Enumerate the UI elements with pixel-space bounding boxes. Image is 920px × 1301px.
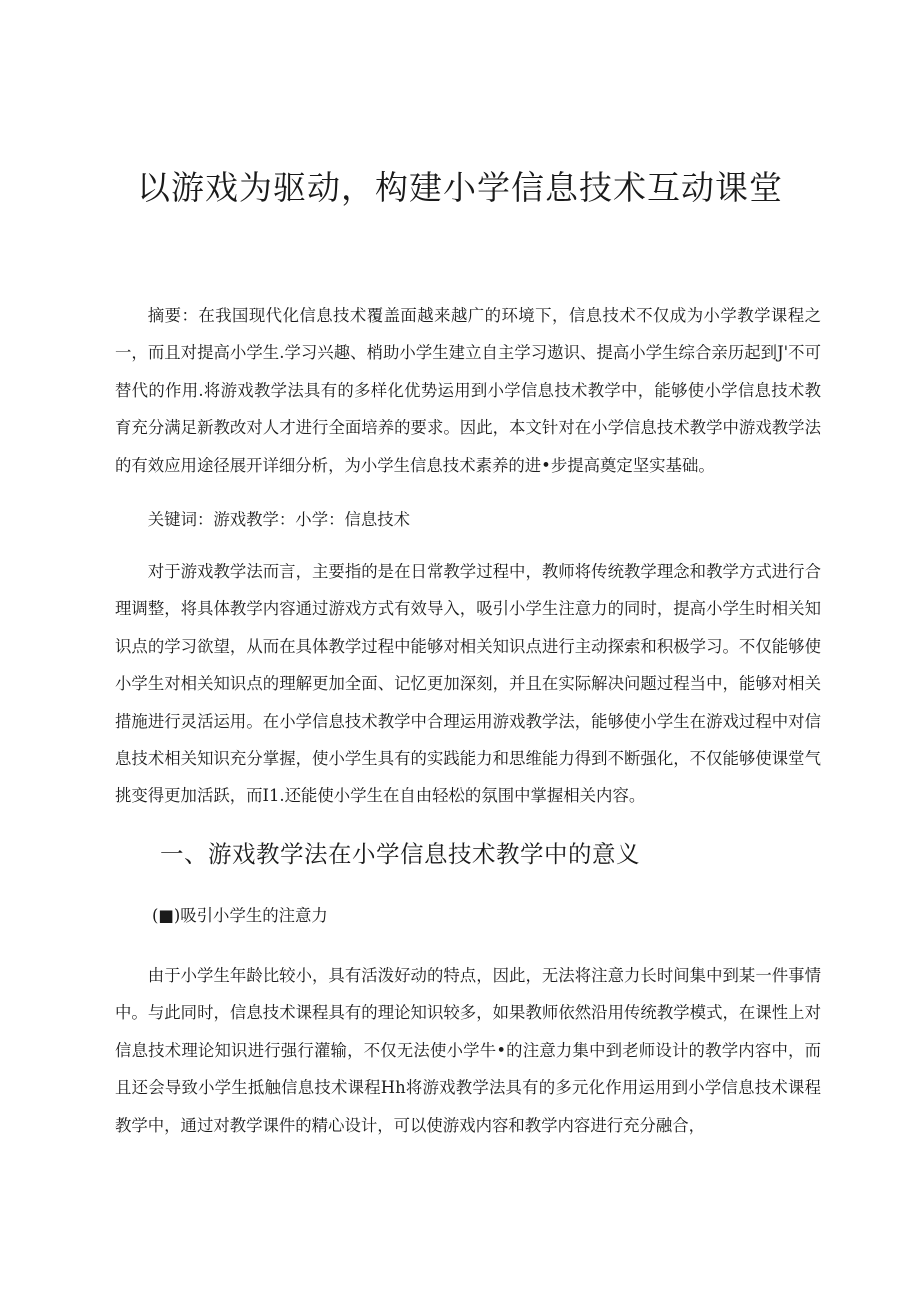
document-title: 以游戏为驱动，构建小学信息技术互动课堂: [137, 168, 783, 207]
section-heading: 一、游戏教学法在小学信息技术教学中的意义: [160, 840, 640, 868]
abstract-paragraph: 摘要：在我国现代化信息技术覆盖面越来越广的环境下，信息技术不仅成为小学教学课程之一，而且对提高小学生.学习兴趣、梢助小学生建立自主学习遨识、提高小学生综合亲历起到J'不可替代的作用.将游戏教学法具有的多样化优势运用到小学信息技术教学中，能够使小学信息技术教育充分满足新教改对人才进行全面培养的要求。因此，本文针对在小学信息技术教学中游戏教学法的有效应用途径展开详细分析，为小学生信息技术素养的进•步提高奠定坚实基础。: [115, 306, 821, 475]
intro-paragraph: 对于游戏教学法而言，主要指的是在日常教学过程中，教师将传统教学理念和教学方式进行合理调整，将具体教学内容通过游戏方式有效导入，吸引小学生注意力的同时，提高小学生时相关知识点的学习欲望，从而在具体教学过程中能够对相关知识点进行主动探索和积极学习。不仅能够使小学生对相关知识点的理解更加全面、记忆更加深刻，并且在实际解决问题过程当中，能够对相关措施进行灵活运用。在小学信息技术教学中合理运用游戏教学法，能够使小学生在游戏过程中对信息技术相关知识充分掌握，使小学生具有的实践能力和思维能力得到不断强化，不仅能够使课堂气挑变得更加活跃，而I1.还能使小学生在自由轻松的氛围中掌握相关内容。: [115, 562, 821, 806]
section-body-paragraph: 由于小学生年龄比较小，具有活泼好动的特点，因此，无法将注意力长时间集中到某一件事情中。与此同时，信息技术课程具有的理论知识较多，如果教师依然沿用传统教学模式，在课性上对信息技术理论知识进行强行灌输，不仅无法使小学牛•的注意力集中到老师设计的教学内容中，而且还会导致小学生抵触信息技术课程Hh将游戏教学法具有的多元化作用运用到小学信息技术课程教学中，通过对教学课件的精心设计，可以使游戏内容和教学内容进行充分融合，: [115, 966, 821, 1135]
keywords-line: 关键词：游戏教学：小学：信息技术: [147, 510, 411, 529]
subsection-heading: (■)吸引小学生的注意力: [152, 906, 328, 925]
